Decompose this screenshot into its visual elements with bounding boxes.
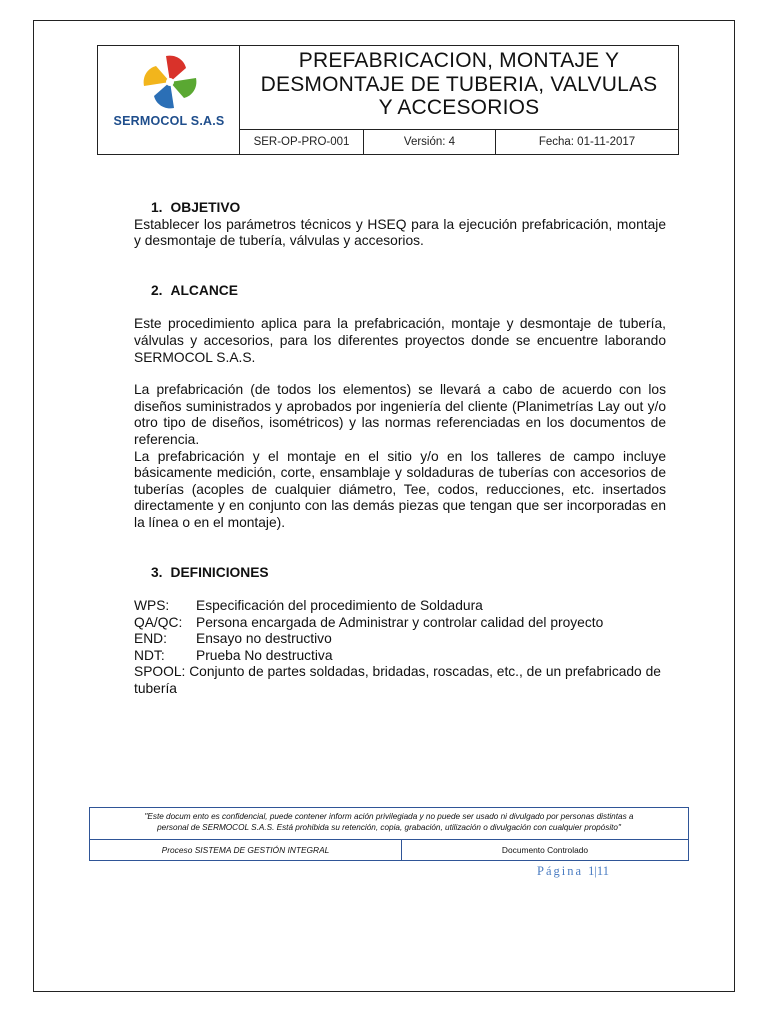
definition-term: SPOOL: xyxy=(134,664,186,680)
definition-text: Ensayo no destructivo xyxy=(196,631,332,647)
document-body xyxy=(134,200,666,698)
definition-term: QA/QC: xyxy=(134,614,183,630)
title-line-2: DESMONTAJE DE TUBERIA, VALVULAS xyxy=(260,72,658,96)
company-logo-text: SERMOCOL S.A.S xyxy=(113,114,225,128)
logo-cell xyxy=(98,46,240,154)
sermocol-logo-icon xyxy=(140,52,200,112)
footer-process: Proceso SISTEMA DE GESTIÓN INTEGRAL xyxy=(90,840,402,860)
definition-item xyxy=(134,648,666,665)
section-number: 3. xyxy=(151,564,163,580)
section-number: 2. xyxy=(151,282,163,298)
confidentiality-notice xyxy=(90,808,688,840)
alcance-paragraph-2: La prefabricación (de todos los elementos) se llevará a cabo de acuerdo con los diseños suministrados y aprobados por ingeniería del cliente (Planimetrías Lay out y/o otro tipo de diseños, isométricos) y las normas referenciadas en los documentos de referencia. xyxy=(134,382,666,447)
section-heading-definiciones xyxy=(151,565,666,582)
document-header xyxy=(97,45,679,155)
page-word: Página xyxy=(537,864,584,878)
confidentiality-line-2: personal de SERMOCOL S.A.S. Está prohibida su retención, copia, grabación, utilización o divulgación con cualquier propósito" xyxy=(157,822,621,832)
page-number xyxy=(537,864,609,879)
title-line-1: PREFABRICACION, MONTAJE Y xyxy=(298,49,620,72)
section-title: ALCANCE xyxy=(170,282,238,298)
document-meta-row xyxy=(240,130,678,154)
definition-item xyxy=(134,631,666,648)
section-title: DEFINICIONES xyxy=(170,564,269,580)
page-current: 1 xyxy=(588,864,595,878)
alcance-paragraph-3: La prefabricación y el montaje en el sitio y/o en los talleres de campo incluye básicamente medición, corte, ensamblaje y soldaduras de tuberías con accesorios de tuberías (acoples de cualquier diámetro, Tee, codos, reducciones, etc. insertados directamente y en conjunto con las demás piezas que tengan que ser incorporadas en la línea o en el montaje). xyxy=(134,448,666,530)
definition-text: Persona encargada de Administrar y controlar calidad del proyecto xyxy=(196,614,604,630)
document-footer xyxy=(89,807,689,861)
section-heading-objetivo xyxy=(151,200,666,217)
footer-controlled: Documento Controlado xyxy=(501,845,589,855)
section-number: 1. xyxy=(151,200,163,215)
title-line-3: Y ACCESORIOS xyxy=(378,96,540,119)
definition-item xyxy=(134,598,666,615)
confidentiality-line-1: "Este docum ento es confidencial, puede contener inform ación privilegiada y no puede ser usado ni divulgado por personas distintas a xyxy=(144,812,634,821)
section-heading-alcance xyxy=(151,283,666,300)
definition-item xyxy=(134,664,666,697)
definition-text: Prueba No destructiva xyxy=(196,647,333,663)
alcance-paragraph-1: Este procedimiento aplica para la prefabricación, montaje y desmontaje de tubería, válvulas y accesorios, para los diferentes proyectos donde se encuentre laborando SERMOCOL S.A.S. xyxy=(134,316,666,365)
definition-term: NDT: xyxy=(134,647,165,663)
document-title xyxy=(240,46,678,130)
section-title: OBJETIVO xyxy=(170,200,241,215)
page-separator: | xyxy=(594,864,597,878)
definition-text: Especificación del procedimiento de Soldadura xyxy=(196,598,483,614)
definition-term: WPS: xyxy=(134,598,170,614)
document-code: SER-OP-PRO-001 xyxy=(240,130,364,154)
document-date: Fecha: 01-11-2017 xyxy=(538,136,636,148)
footer-info-row xyxy=(90,840,688,860)
objetivo-paragraph: Establecer los parámetros técnicos y HSEQ para la ejecución prefabricación, montaje y desmontaje de tubería, válvulas y accesorios. xyxy=(134,216,666,249)
page-total: 11 xyxy=(596,864,609,878)
definition-item xyxy=(134,615,666,632)
definition-text: Conjunto de partes soldadas, bridadas, roscadas, etc., de un prefabricado de tubería xyxy=(134,664,661,697)
document-version: Versión: 4 xyxy=(364,130,496,154)
definition-term: END: xyxy=(134,631,167,647)
